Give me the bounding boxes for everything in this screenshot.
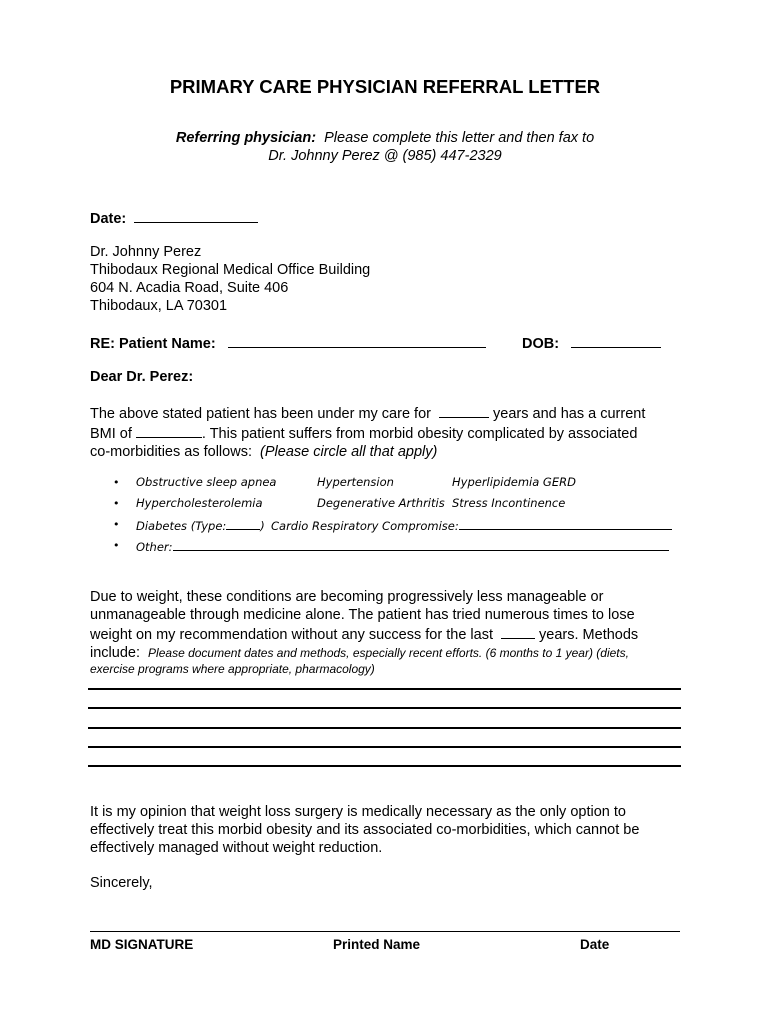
- salutation: Dear Dr. Perez:: [90, 369, 194, 385]
- methods-writing-line[interactable]: [88, 746, 681, 748]
- bullet-icon: •: [113, 518, 120, 531]
- page-title: PRIMARY CARE PHYSICIAN REFERRAL LETTER: [169, 76, 601, 97]
- date-row: [90, 208, 258, 228]
- intro-instructions: [0, 129, 770, 165]
- cardio-option[interactable]: [271, 517, 672, 533]
- diabetes-close-paren: ): [260, 519, 265, 533]
- methods-writing-line[interactable]: [88, 727, 681, 729]
- dob-row: [522, 333, 661, 353]
- date-label-signature: Date: [580, 937, 610, 952]
- other-field[interactable]: [173, 538, 669, 551]
- condition-option[interactable]: Hypertension: [317, 475, 394, 489]
- address-block: [90, 243, 370, 315]
- years-attempts-field[interactable]: [501, 624, 535, 639]
- condition-option[interactable]: Stress Incontinence: [452, 496, 566, 510]
- re-row: [90, 333, 486, 353]
- other-label: Other:: [136, 540, 173, 554]
- address-line: 604 N. Acadia Road, Suite 406: [90, 280, 289, 296]
- condition-option[interactable]: Hyperlipidemia GERD: [452, 475, 576, 489]
- paragraph-3: [90, 803, 639, 857]
- diabetes-option[interactable]: [136, 517, 265, 533]
- p2-text: years. Methods: [539, 627, 639, 643]
- condition-option[interactable]: Degenerative Arthritis: [317, 496, 445, 510]
- diabetes-label: Diabetes (Type:: [136, 519, 227, 533]
- p2-text: Due to weight, these conditions are becoming progressively less manageable or: [90, 589, 604, 605]
- methods-writing-line[interactable]: [88, 765, 681, 767]
- dob-label: DOB:: [522, 336, 560, 352]
- years-care-field[interactable]: [439, 403, 489, 418]
- other-option[interactable]: [136, 538, 669, 554]
- p3-text: effectively managed without weight reduction.: [90, 840, 383, 856]
- address-line: Thibodaux Regional Medical Office Building: [90, 262, 371, 278]
- p3-text: It is my opinion that weight loss surgery is medically necessary as the only option to: [90, 804, 626, 820]
- intro-label: Referring physician:: [175, 130, 317, 146]
- address-line: Thibodaux, LA 70301: [90, 298, 228, 314]
- p1-text: The above stated patient has been under my care for: [90, 406, 431, 422]
- p1-text: . This patient suffers from morbid obesity complicated by associated: [201, 426, 638, 442]
- cardio-label: Cardio Respiratory Compromise:: [271, 519, 459, 533]
- p2-instruction: exercise programs where appropriate, pharmacology): [90, 662, 375, 676]
- methods-writing-line[interactable]: [88, 707, 681, 709]
- condition-option[interactable]: Obstructive sleep apnea: [136, 475, 277, 489]
- methods-writing-line[interactable]: [88, 688, 681, 690]
- dob-field[interactable]: [571, 333, 661, 348]
- p2-text: include:: [90, 645, 140, 661]
- bmi-field[interactable]: [136, 423, 202, 438]
- closing: Sincerely,: [90, 875, 153, 891]
- paragraph-1: [90, 403, 645, 461]
- p1-text: co-morbidities as follows:: [90, 444, 252, 460]
- p2-text: unmanageable through medicine alone. The patient has tried numerous times to lose: [90, 607, 635, 623]
- diabetes-type-field[interactable]: [226, 517, 260, 530]
- p1-text: years and has a current: [493, 406, 646, 422]
- date-label: Date:: [90, 211, 127, 227]
- p2-instruction: Please document dates and methods, especially recent efforts. (6 months to 1 year) (diets,: [148, 646, 629, 660]
- date-field[interactable]: [134, 208, 258, 223]
- patient-name-field[interactable]: [228, 333, 486, 348]
- paragraph-2: [90, 588, 638, 677]
- cardio-field[interactable]: [459, 517, 672, 530]
- condition-option[interactable]: Hypercholesterolemia: [136, 496, 263, 510]
- intro-line1: Please complete this letter and then fax to: [324, 130, 595, 146]
- bullet-icon: •: [113, 497, 120, 510]
- patient-name-label: RE: Patient Name:: [90, 336, 216, 352]
- p3-text: effectively treat this morbid obesity and its associated co-morbidities, which cannot be: [90, 822, 640, 838]
- conditions-list: [0, 475, 770, 555]
- intro-line2: Dr. Johnny Perez @ (985) 447-2329: [268, 148, 502, 164]
- p2-text: weight on my recommendation without any success for the last: [90, 627, 493, 643]
- address-line: Dr. Johnny Perez: [90, 244, 202, 260]
- bullet-icon: •: [113, 539, 120, 552]
- md-signature-label: MD SIGNATURE: [90, 937, 194, 952]
- p1-text: BMI of: [90, 426, 132, 442]
- signature-line[interactable]: [90, 931, 680, 932]
- printed-name-label: Printed Name: [333, 937, 421, 952]
- p1-instruction: (Please circle all that apply): [260, 444, 438, 460]
- bullet-icon: •: [113, 476, 120, 489]
